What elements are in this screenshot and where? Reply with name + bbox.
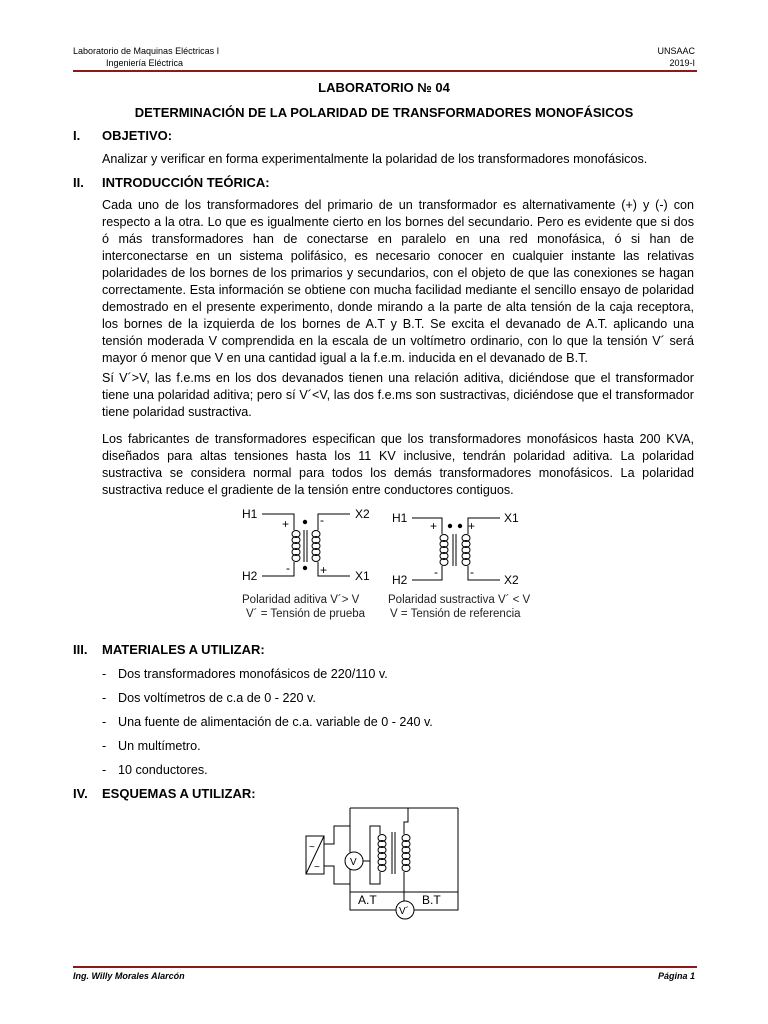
bt-label: B.T (422, 893, 441, 907)
left-minus-top: - (320, 513, 324, 527)
right-plus-top-left: + (430, 519, 438, 533)
left-x1-label: X1 (355, 569, 370, 583)
lab-number: LABORATORIO № 04 (318, 80, 450, 95)
right-h1-label: H1 (392, 511, 408, 525)
ac-source-symbol-top: ~ (309, 842, 315, 853)
right-x1-label: X1 (504, 511, 519, 525)
section-2-number: II. (73, 175, 84, 190)
left-caption-1: Polaridad aditiva V´> V (242, 594, 360, 606)
section-4-number: IV. (73, 786, 88, 801)
section-2-title: INTRODUCCIÓN TEÓRICA: (102, 175, 270, 190)
list-item: Una fuente de alimentación de c.a. variable de 0 - 240 v. (118, 715, 433, 729)
section-4-title: ESQUEMAS A UTILIZAR: (102, 786, 256, 801)
list-item-dash: - (102, 667, 107, 681)
section-1-text: Analizar y verificar en forma experimentalmente la polaridad de los transformadores monofásicos. (102, 152, 648, 166)
right-minus-bottom-right: - (470, 565, 474, 579)
header-left-line1: Laboratorio de Maquinas Eléctricas I (73, 46, 220, 56)
right-caption-2: V = Tensión de referencia (390, 608, 521, 620)
list-item-dash: - (102, 691, 107, 705)
section-3-title: MATERIALES A UTILIZAR: (102, 642, 265, 657)
list-item-dash: - (102, 739, 107, 753)
list-item: Dos transformadores monofásicos de 220/110 v. (118, 667, 388, 681)
list-item: 10 conductores. (118, 763, 208, 777)
section-2-paragraph-3: Los fabricantes de transformadores especifican que los transformadores monofásicos hasta 200 KVA, diseñados para altas tensiones hasta los 11 KV inclusive, tendrán polaridad aditiva. La polaridad sustractiva se considera normal para todos los demás transformadores monofásicos. La polaridad sustractiva reduce el gradiente de la tensión entre conductores contiguos. (102, 432, 694, 497)
footer-rule (73, 966, 697, 968)
section-1-number: I. (73, 128, 81, 143)
polarity-figure (230, 500, 550, 630)
voltmeter-v-label: V (350, 857, 357, 868)
page-title: DETERMINACIÓN DE LA POLARIDAD DE TRANSFORMADORES MONOFÁSICOS (134, 105, 634, 120)
at-label: A.T (358, 893, 377, 907)
right-caption-1: Polaridad sustractiva V´ < V (388, 594, 531, 606)
section-2-paragraph-1: Cada uno de los transformadores del primario de un transformador es alternativamente (+) y (-) con respecto a la otra. Lo que es igualmente cierto en los bornes del secundario. Pero es evidente que si dos ó más transformadores han de conectarse en paralelo en una red monofásica, ó si han de interconectarse en un sistema polifásico, es necesario conocer en cualquier instante las relativas polaridades de los bornes de los primarios y secundarios, con el objeto de que las conexiones se hagan correctamente. Esta información se obtiene con mucha facilidad mediante el sencillo ensayo de polaridad demostrado en el presente experimento, donde mirando a la parte de alta tensión de la caja receptora, los bornes de la izquierda de los bornes de A.T y B.T. Se excita el devanado de A.T. aplicando una tensión moderada V comprendida en la escala de un voltímetro ordinario, con lo que la tensión V´ será mayor ó menor que V en una cantidad igual a la f.e.m. inducida en el devanado de B.T. (102, 198, 694, 365)
left-x2-label: X2 (355, 507, 370, 521)
right-minus-bottom-left: - (434, 565, 438, 579)
additive-polarity-diagram (242, 507, 370, 620)
right-plus-top-right: + (468, 519, 476, 533)
right-x2-label: X2 (504, 573, 519, 587)
header-left-line2: Ingeniería Eléctrica (106, 58, 184, 68)
ac-source-symbol-bottom: ~ (314, 862, 320, 873)
section-2-paragraph-2: Sí V´>V, las f.e.ms en los dos devanados tienen una relación aditiva, diciéndose que el transformador tiene una polaridad aditiva; pero sí V´<V, las dos f.e.ms son sustractivas, diciéndose que el transformador tiene polaridad sustractiva. (102, 371, 694, 419)
footer-author: Ing. Willy Morales Alarcón (73, 971, 185, 981)
footer-page-number: Página 1 (657, 971, 695, 981)
left-caption-2: V´ = Tensión de prueba (246, 608, 366, 620)
header-right-line1: UNSAAC (657, 46, 695, 56)
left-h2-label: H2 (242, 569, 258, 583)
header-rule (73, 70, 697, 72)
voltmeter-vprime-label: V´ (399, 906, 409, 917)
left-plus-top: + (282, 517, 290, 531)
header-right-line2: 2019-I (669, 58, 695, 68)
right-h2-label: H2 (392, 573, 408, 587)
section-1-title: OBJETIVO: (102, 128, 173, 143)
left-minus-bottom: - (286, 561, 290, 575)
subtractive-polarity-diagram (388, 511, 531, 620)
list-item: Dos voltímetros de c.a de 0 - 220 v. (118, 691, 316, 705)
list-item: Un multímetro. (118, 739, 201, 753)
section-3-number: III. (73, 642, 88, 657)
left-plus-bottom: + (320, 563, 328, 577)
list-item-dash: - (102, 763, 107, 777)
circuit-schematic (300, 800, 470, 925)
left-h1-label: H1 (242, 507, 258, 521)
list-item-dash: - (102, 715, 107, 729)
